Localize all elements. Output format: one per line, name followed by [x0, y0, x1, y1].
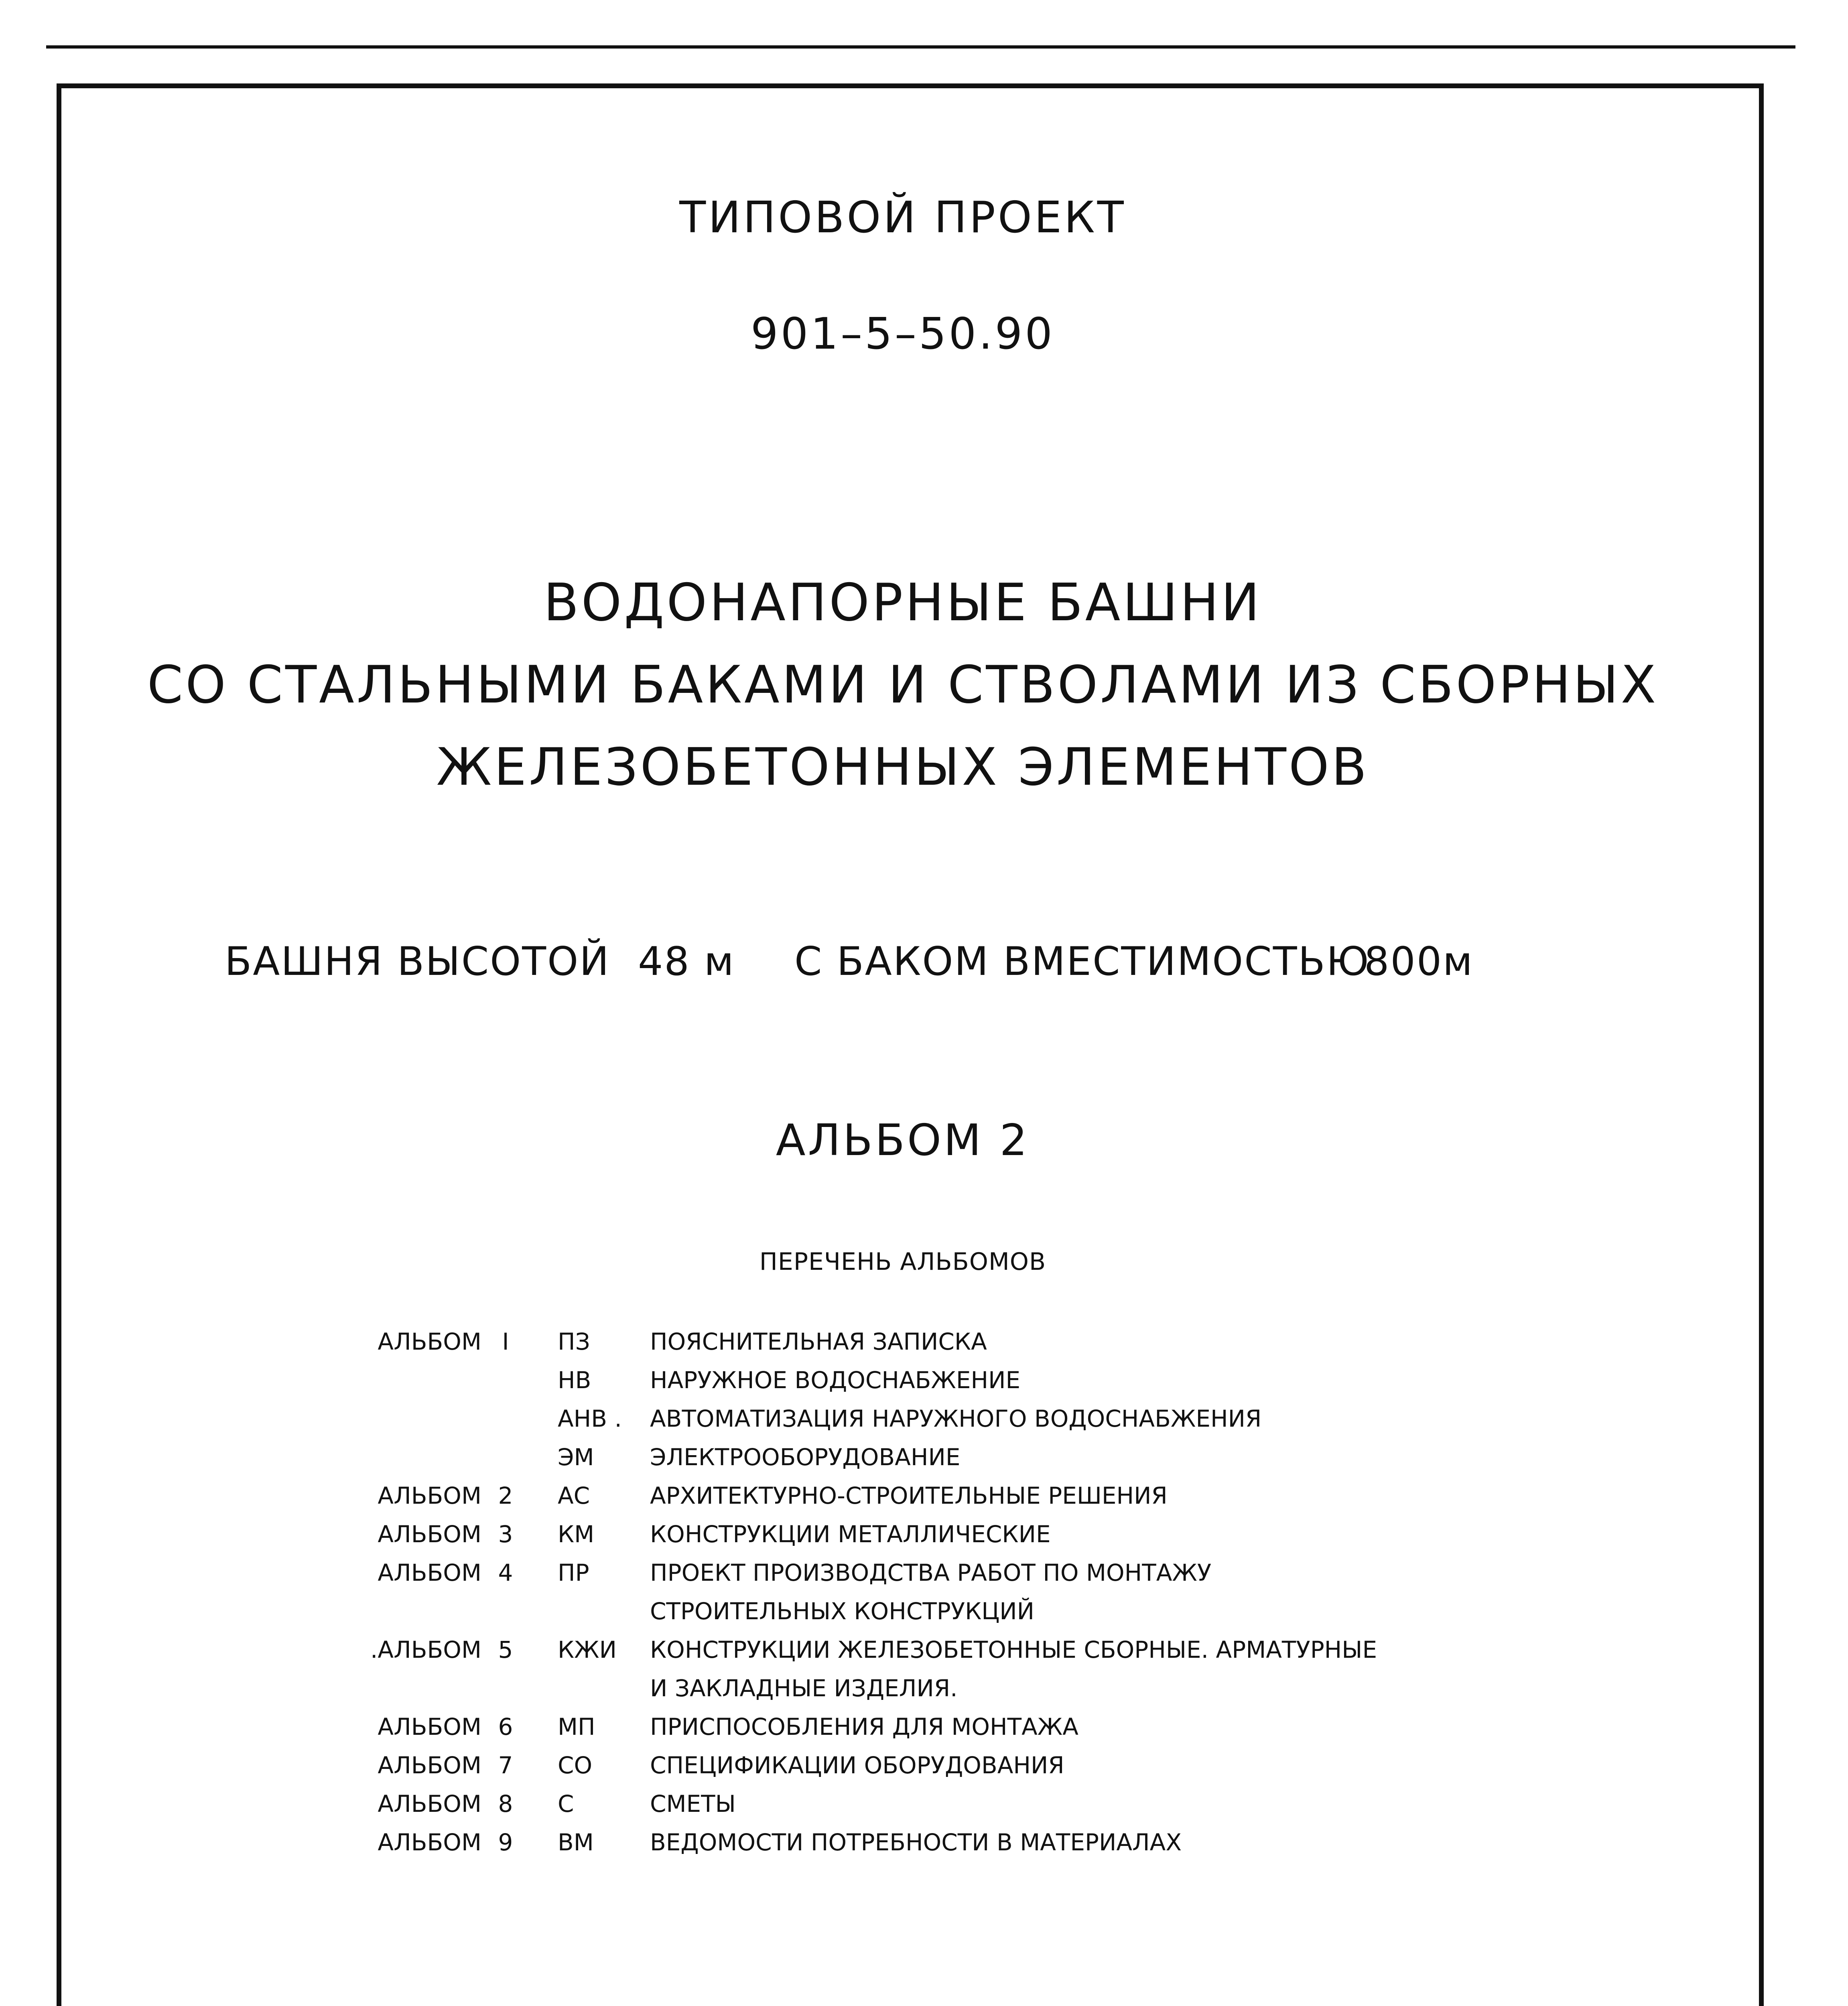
- album-label: АЛЬБОМ: [378, 1521, 481, 1548]
- album-description: СТРОИТЕЛЬНЫХ КОНСТРУКЦИЙ: [650, 1598, 1035, 1625]
- tank-volume: 800м: [1364, 939, 1474, 985]
- album-description: АВТОМАТИЗАЦИЯ НАРУЖНОГО ВОДОСНАБЖЕНИЯ: [650, 1405, 1262, 1432]
- album-number: 7: [498, 1752, 513, 1779]
- album-number: 2: [498, 1482, 513, 1509]
- album-description: И ЗАКЛАДНЫЕ ИЗДЕЛИЯ.: [650, 1675, 958, 1702]
- album-label: АЛЬБОМ: [378, 1752, 481, 1779]
- album-number: 9: [498, 1829, 513, 1856]
- album-label: .АЛЬБОМ: [370, 1636, 481, 1663]
- title-line-2: СО СТАЛЬНЫМИ БАКАМИ И СТВОЛАМИ ИЗ СБОРНЫХ: [147, 655, 1659, 715]
- album-number: 8: [498, 1790, 513, 1817]
- album-number: 4: [498, 1559, 513, 1586]
- album-description: КОНСТРУКЦИИ МЕТАЛЛИЧЕСКИЕ: [650, 1521, 1051, 1548]
- top-rule: [46, 45, 1795, 49]
- album-description: ВЕДОМОСТИ ПОТРЕБНОСТИ В МАТЕРИАЛАХ: [650, 1829, 1182, 1856]
- album-description: СМЕТЫ: [650, 1790, 736, 1817]
- album-description: НАРУЖНОЕ ВОДОСНАБЖЕНИЕ: [650, 1366, 1021, 1394]
- project-type: ТИПОВОЙ ПРОЕКТ: [679, 193, 1126, 243]
- album-number: 6: [498, 1713, 513, 1740]
- album-code: КМ: [558, 1521, 595, 1548]
- album-description: ПРИСПОСОБЛЕНИЯ ДЛЯ МОНТАЖА: [650, 1713, 1078, 1740]
- title-line-3: ЖЕЛЕЗОБЕТОННЫХ ЭЛЕМЕНТОВ: [436, 737, 1369, 797]
- tank-label: С БАКОМ ВМЕСТИМОСТЬЮ: [794, 939, 1370, 985]
- album-code: СО: [558, 1752, 593, 1779]
- album-code: КЖИ: [558, 1636, 617, 1663]
- album-code: ПР: [558, 1559, 589, 1586]
- album-label: АЛЬБОМ: [378, 1713, 481, 1740]
- album-label: АЛЬБОМ: [378, 1829, 481, 1856]
- title-line-1: ВОДОНАПОРНЫЕ БАШНИ: [543, 573, 1262, 633]
- album-list-heading: ПЕРЕЧЕНЬ АЛЬБОМОВ: [759, 1248, 1046, 1276]
- album-label: АЛЬБОМ: [378, 1482, 481, 1509]
- album-code: НВ: [558, 1366, 591, 1394]
- album-description: СПЕЦИФИКАЦИИ ОБОРУДОВАНИЯ: [650, 1752, 1064, 1779]
- album-code: ЭМ: [558, 1444, 594, 1471]
- album-label: АЛЬБОМ: [378, 1328, 481, 1355]
- album-title: АЛЬБОМ 2: [776, 1115, 1030, 1165]
- album-description: КОНСТРУКЦИИ ЖЕЛЕЗОБЕТОННЫЕ СБОРНЫЕ. АРМАТУРНЫЕ: [650, 1636, 1377, 1663]
- tower-label: БАШНЯ ВЫСОТОЙ: [225, 939, 610, 985]
- album-code: ВМ: [558, 1829, 594, 1856]
- album-number: 5: [498, 1636, 513, 1663]
- album-code: МП: [558, 1713, 595, 1740]
- project-number: 901–5–50.90: [750, 309, 1055, 359]
- album-code: АНВ .: [558, 1405, 622, 1432]
- album-description: АРХИТЕКТУРНО-СТРОИТЕЛЬНЫЕ РЕШЕНИЯ: [650, 1482, 1168, 1509]
- album-label: АЛЬБОМ: [378, 1790, 481, 1817]
- album-code: ПЗ: [558, 1328, 590, 1355]
- album-number: 3: [498, 1521, 513, 1548]
- album-code: АС: [558, 1482, 590, 1509]
- album-description: ЭЛЕКТРООБОРУДОВАНИЕ: [650, 1444, 961, 1471]
- album-description: ПРОЕКТ ПРОИЗВОДСТВА РАБОТ ПО МОНТАЖУ: [650, 1559, 1212, 1586]
- tower-height: 48 м: [638, 939, 735, 985]
- album-description: ПОЯСНИТЕЛЬНАЯ ЗАПИСКА: [650, 1328, 987, 1355]
- album-number: I: [502, 1328, 509, 1355]
- album-code: С: [558, 1790, 574, 1817]
- album-label: АЛЬБОМ: [378, 1559, 481, 1586]
